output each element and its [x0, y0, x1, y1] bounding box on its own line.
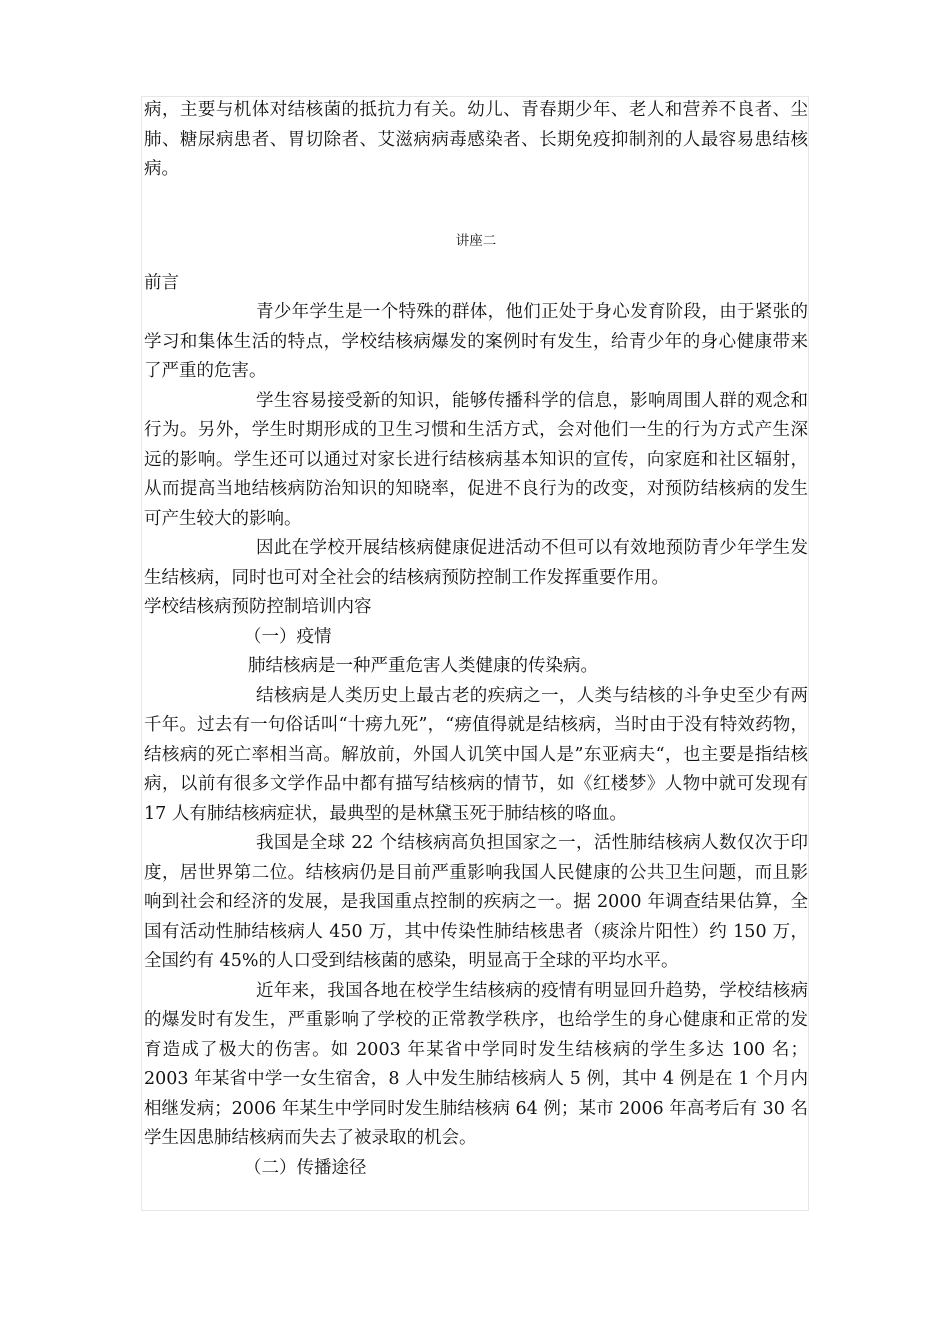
- section-1-paragraph-3: 我国是全球 22 个结核病高负担国家之一，活性肺结核病人数仅次于印度，居世界第二位。结核病仍是目前严重影响我国人民健康的公共卫生问题，而且影响到社会和经济的发展，是我国重点控制的疾病之一。据 2000 年调查结果估算，全国有活动性肺结核病人 450 万，其中传染性肺结核患者（痰涂片阳性）约 150 万，全国约有 45%的人口受到结核菌的感染，明显高于全球的平均水平。: [144, 833, 808, 971]
- spacer: [144, 185, 808, 231]
- section-1-paragraph-4: 近年来，我国各地在校学生结核病的疫情有明显回升趋势，学校结核病的爆发时有发生，严重影响了学校的正常教学秩序，也给学生的身心健康和正常的发育造成了极大的伤害。如 2003 年某省中学同时发生结核病的学生多达 100 名；2003 年某省中学一女生宿舍，8 人中发生肺结核病人 5 例，其中 4 例是在 1 个月内相继发病；2006 年某生中学同时发生肺结核病 64 例；某市 2006 年高考后有 30 名学生因患肺结核病而失去了被录取的机会。: [144, 980, 808, 1148]
- intro-paragraph: 病，主要与机体对结核菌的抵抗力有关。幼儿、青春期少年、老人和营养不良者、尘肺、糖尿病患者、胃切除者、艾滋病病毒感染者、长期免疫抑制剂的人最容易患结核病。: [144, 100, 808, 179]
- preface-paragraph-2: 学生容易接受新的知识，能够传播科学的信息，影响周围人群的观念和行为。另外，学生时期形成的卫生习惯和生活方式，会对他们一生的行为方式产生深远的影响。学生还可以通过对家长进行结核病基本知识的宣传，向家庭和社区辐射，从而提高当地结核病防治知识的知晓率，促进不良行为的改变，对预防结核病的发生可产生较大的影响。: [144, 390, 808, 529]
- section-2-heading: （二）传播途径: [244, 1157, 367, 1178]
- lecture-title: 讲座二: [455, 232, 497, 249]
- spacer: [144, 251, 808, 269]
- section-1-paragraph-2: 结核病是人类历史上最古老的疾病之一，人类与结核的斗争史至少有两千年。过去有一句俗话叫“十痨九死”，“痨值得就是结核病，当时由于没有特效药物，结核病的死亡率相当高。解放前，外国人讥笑中国人是”东亚病夫“，也主要是指结核病，以前有很多文学作品中都有描写结核病的情节，如《红楼梦》人物中就可发现有 17 人有肺结核病症状，最典型的是林黛玉死于肺结核的咯血。: [144, 685, 808, 824]
- training-heading: 学校结核病预防控制培训内容: [144, 597, 372, 617]
- section-1-paragraph-1: 肺结核病是一种严重危害人类健康的传染病。: [248, 656, 598, 676]
- preface-paragraph-3: 因此在学校开展结核病健康促进活动不但可以有效地预防青少年学生发生结核病，同时也可对全社会的结核病预防控制工作发挥重要作用。: [144, 538, 808, 588]
- preface-paragraph-1: 青少年学生是一个特殊的群体，他们正处于身心发育阶段，由于紧张的学习和集体生活的特点，学校结核病爆发的案例时有发生，给青少年的身心健康带来了严重的危害。: [144, 302, 808, 381]
- document-body: [144, 96, 808, 1183]
- preface-heading: 前言: [144, 272, 179, 293]
- section-1-heading: （一）疫情: [244, 626, 332, 647]
